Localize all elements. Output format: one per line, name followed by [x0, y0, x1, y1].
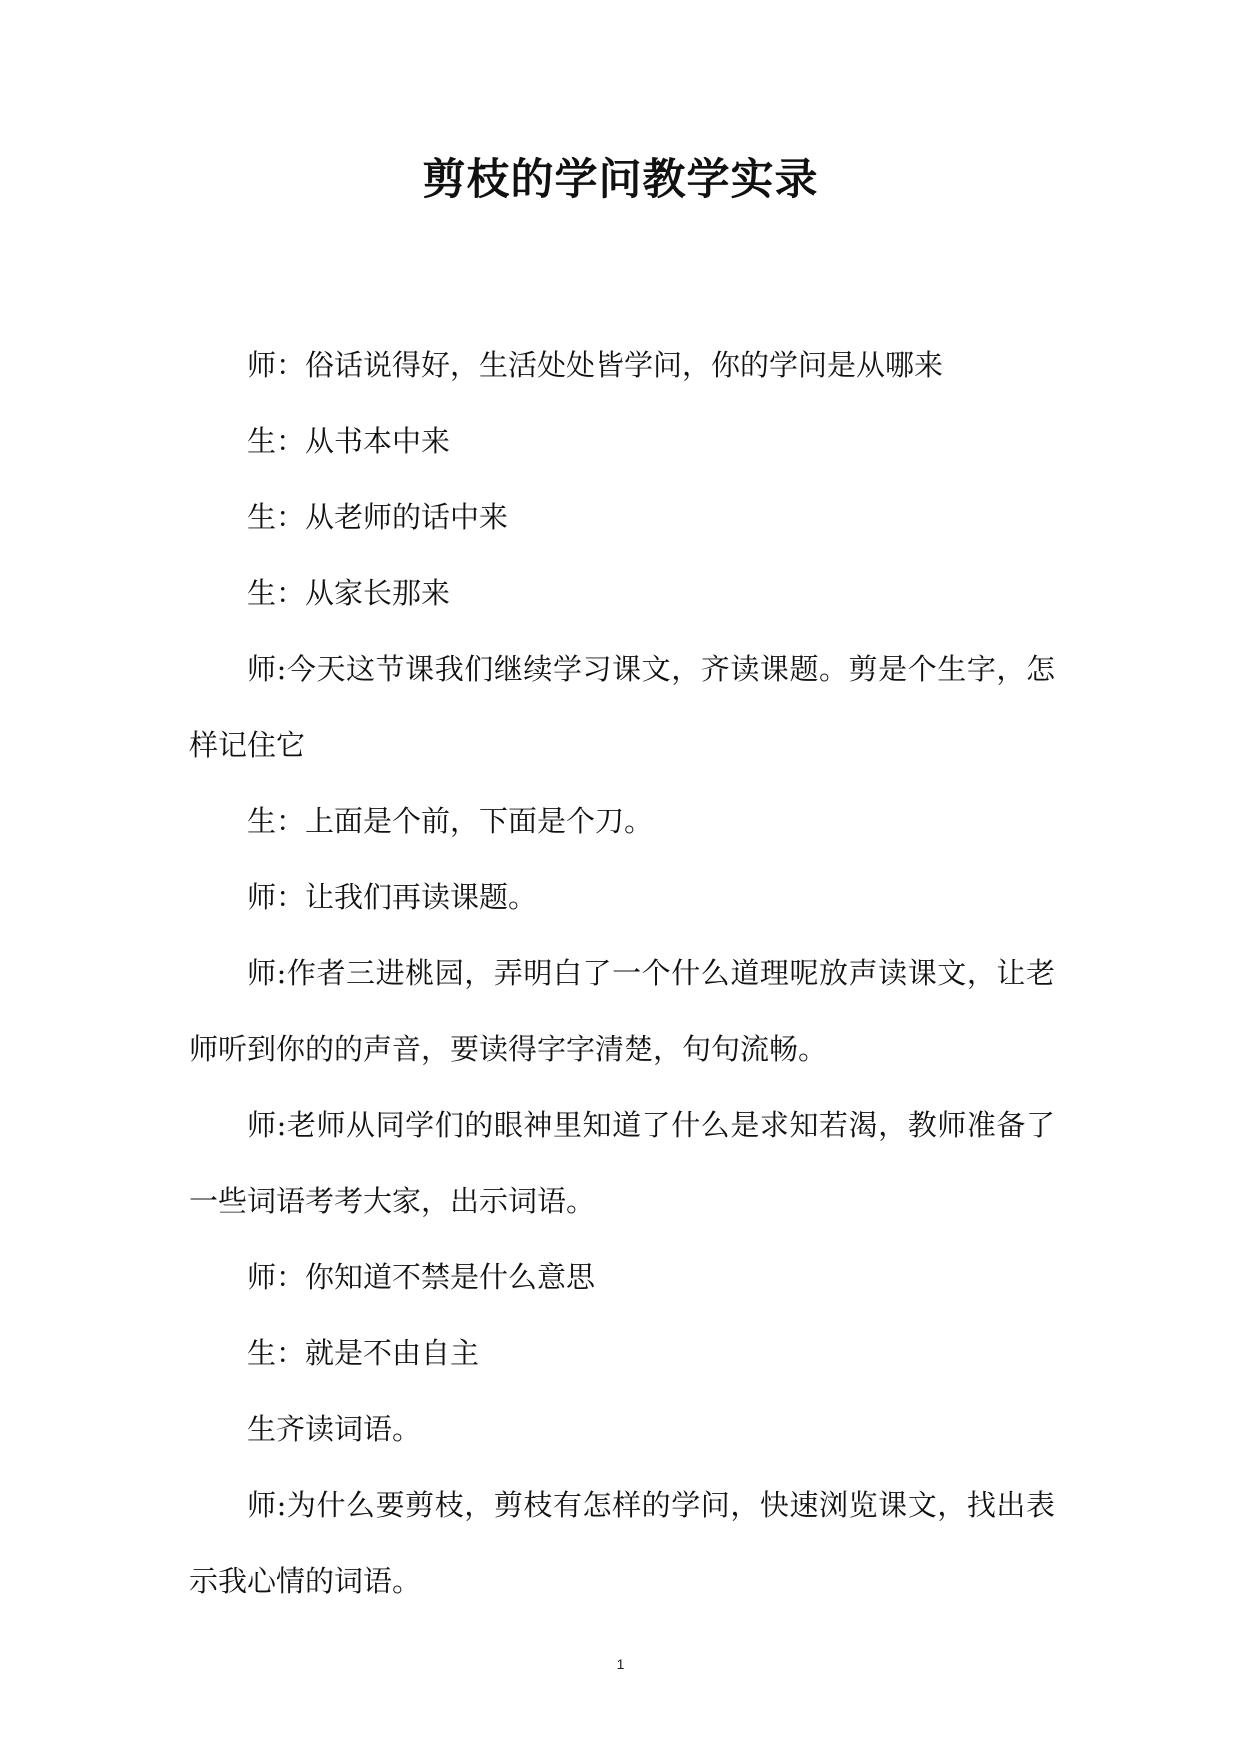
paragraph: 师:作者三进桃园，弄明白了一个什么道理呢放声读课文，让老师听到你的的声音，要读得字字清楚，句句流畅。	[189, 956, 1055, 1066]
paragraph: 师：让我们再读课题。	[247, 880, 538, 914]
paragraph: 师:老师从同学们的眼神里知道了什么是求知若渴，教师准备了一些词语考考大家，出示词语。	[189, 1108, 1055, 1218]
paragraph: 生：从书本中来	[247, 424, 451, 458]
paragraph: 师：俗话说得好，生活处处皆学问，你的学问是从哪来	[247, 348, 944, 382]
paragraph: 生：从老师的话中来	[247, 500, 509, 534]
paragraph: 师:为什么要剪枝，剪枝有怎样的学问，快速浏览课文，找出表示我心情的词语。	[189, 1488, 1055, 1598]
paragraph: 生：从家长那来	[247, 576, 451, 610]
paragraph: 生：上面是个前，下面是个刀。	[247, 804, 654, 838]
document-title: 剪枝的学问教学实录	[422, 155, 819, 205]
page-number: 1	[616, 1656, 625, 1672]
paragraph: 生齐读词语。	[247, 1412, 422, 1446]
paragraph: 师:今天这节课我们继续学习课文，齐读课题。剪是个生字，怎样记住它	[189, 652, 1055, 762]
paragraph: 师：你知道不禁是什么意思	[247, 1260, 596, 1294]
document-body	[189, 327, 1055, 1619]
paragraph: 生：就是不由自主	[247, 1336, 480, 1370]
